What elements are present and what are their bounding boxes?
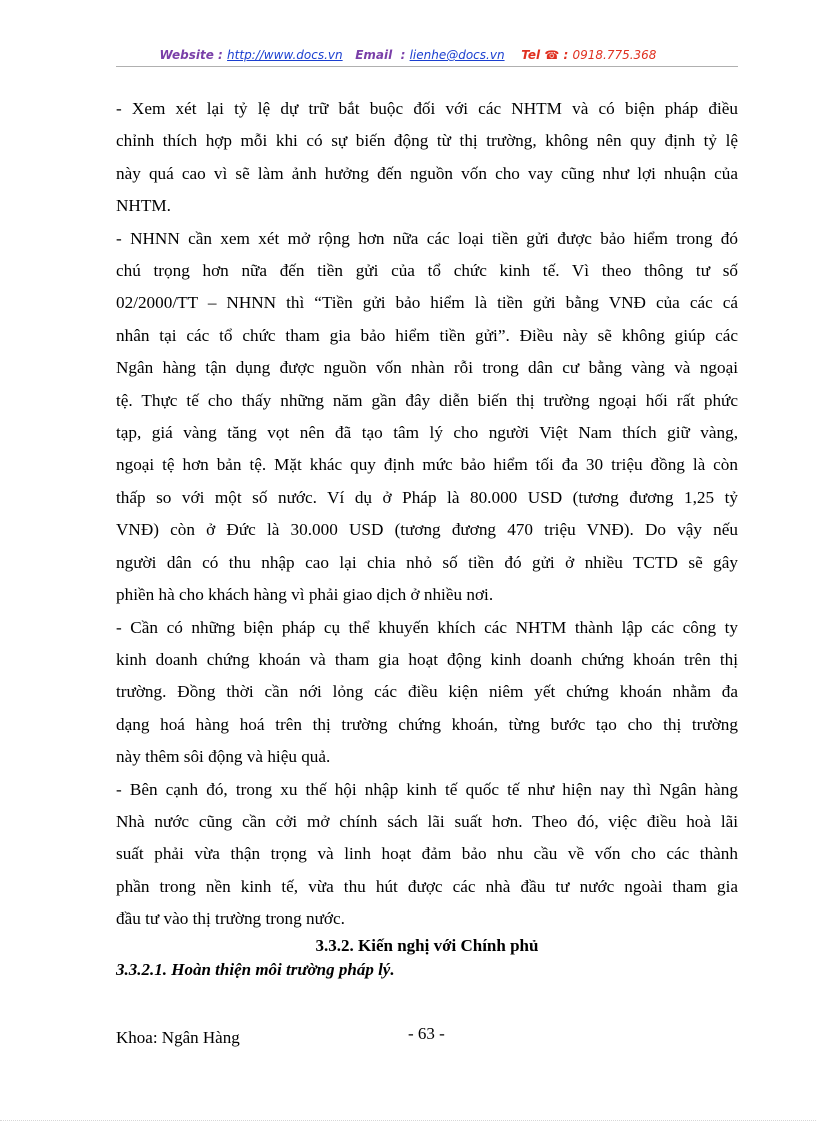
website-label: Website : [159,48,223,62]
section-heading: 3.3.2. Kiến nghị với Chính phủ [315,936,539,955]
text-line: phiền hà cho khách hàng vì phải giao dịch ở nhiều nơi. [116,585,494,605]
page-header [0,48,816,62]
text-line: người dân có thu nhập cao lại chia nhỏ số tiền đó gửi ở nhiều TCTD sẽ gây [116,552,738,572]
paragraph [116,93,738,223]
text-line: dạng hoá hàng hoá trên thị trường chứng khoán, từng bước tạo cho thị trường [116,714,738,734]
text-line: tạp, giá vàng tăng vọt nên đã tạo tâm lý cho người Việt Nam thích giữ vàng, [116,423,738,443]
email-label: Email [355,48,393,62]
text-line: - NHNN cần xem xét mở rộng hơn nữa các loại tiền gửi được bảo hiểm trong đó [116,228,738,248]
text-line: - Bên cạnh đó, trong xu thế hội nhập kinh tế quốc tế như hiện nay thì Ngân hàng [116,779,738,799]
paragraph [116,774,738,936]
text-line: trường. Đồng thời cần nới lỏng các điều kiện niêm yết chứng khoán nhằm đa [116,682,738,702]
email-link[interactable]: lienhe@docs.vn [409,48,505,62]
header-divider [116,66,738,67]
tel-number: 0918.775.368 [572,48,657,62]
footer-faculty: Khoa: Ngân Hàng [116,1028,240,1047]
tel-label: Tel ☎ : [521,48,569,62]
text-line: này quá cao vì sẽ làm ảnh hưởng đến nguồn vốn cho vay cũng như lợi nhuận của [116,163,738,183]
text-line: tệ. Thực tế cho thấy những năm gần đây diễn biến thị trường ngoại hối rất phức [116,390,738,410]
text-line: Ngân hàng tận dụng được nguồn vốn nhàn rỗi trong dân cư bằng vàng và ngoại [116,358,738,378]
text-line: đầu tư vào thị trường trong nước. [116,909,345,929]
text-line: nhân tại các tổ chức tham gia bảo hiểm tiền gửi”. Điều này sẽ không giúp các [116,325,738,345]
text-line: kinh doanh chứng khoán và tham gia hoạt động kinh doanh chứng khoán trên thị [116,649,738,669]
paragraph [116,223,738,612]
text-line: thấp so với một số nước. Ví dụ ở Pháp là 80.000 USD (tương đương 1,25 tỷ [116,487,738,507]
text-line: NHTM. [116,196,171,216]
paragraph [116,612,738,774]
text-line: - Xem xét lại tỷ lệ dự trữ bắt buộc đối với các NHTM và có biện pháp điều [116,99,738,118]
page-number: - 63 - [408,1024,445,1043]
text-line: chú trọng hơn nữa đến tiền gửi của tổ chức kinh tế. Vì theo thông tư số [116,261,738,281]
subsection-heading: 3.3.2.1. Hoàn thiện môi trường pháp lý. [116,960,395,979]
text-line: 02/2000/TT – NHNN thì “Tiền gửi bảo hiểm là tiền gửi bằng VNĐ của các cá [116,293,738,313]
text-line: Nhà nước cũng cần cởi mở chính sách lãi suất hơn. Theo đó, việc điều hoà lãi [116,811,738,831]
website-link[interactable]: http://www.docs.vn [227,48,343,62]
document-body [116,93,738,936]
text-line: VNĐ) còn ở Đức là 30.000 USD (tương đương 470 triệu VNĐ). Do vậy nếu [116,520,738,540]
page-bottom-divider [0,1120,816,1121]
text-line: suất phải vừa thận trọng và linh hoạt đảm bảo nhu cầu về vốn cho các thành [116,844,738,864]
text-line: này thêm sôi động và hiệu quả. [116,747,331,767]
email-separator: : [400,48,406,62]
text-line: ngoại tệ hơn bản tệ. Mặt khác quy định mức bảo hiểm tối đa 30 triệu đồng là còn [116,455,738,475]
text-line: - Cần có những biện pháp cụ thể khuyến khích các NHTM thành lập các công ty [116,617,738,637]
text-line: phần trong nền kinh tế, vừa thu hút được các nhà đầu tư nước ngoài tham gia [116,876,738,896]
text-line: chỉnh thích hợp mỗi khi có sự biến động từ thị trường, không nên quy định tỷ lệ [116,131,738,151]
